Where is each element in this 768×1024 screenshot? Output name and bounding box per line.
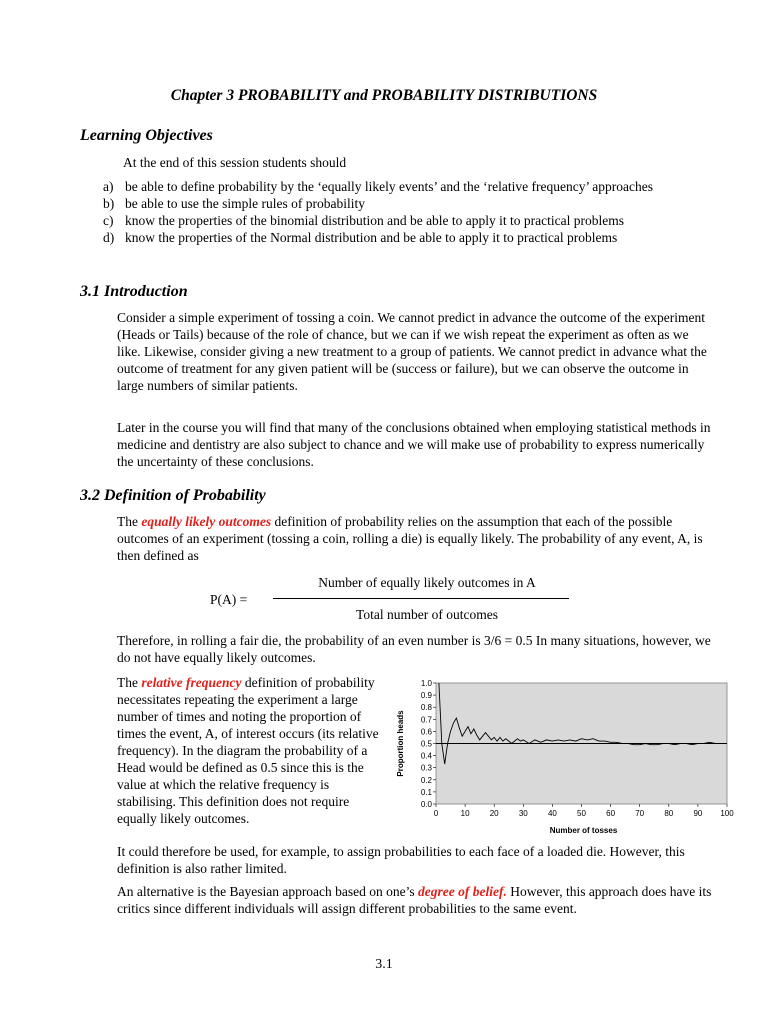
y-tick-label: 0.1: [420, 787, 432, 797]
y-tick-label: 0.5: [420, 739, 432, 749]
definition-heading: 3.2 Definition of Probability: [80, 487, 266, 504]
x-tick-label: 30: [518, 809, 528, 818]
definition-paragraph-2: Therefore, in rolling a fair die, the probability of an even number is 3/6 = 0.5 In many situations, however, we do not have equally likely outcomes.: [117, 633, 711, 665]
x-axis-label: Number of tosses: [549, 826, 618, 835]
x-tick-label: 10: [460, 809, 470, 818]
y-tick-label: 0.0: [420, 800, 432, 809]
x-tick-label: 0: [433, 809, 439, 818]
text-run: An alternative is the Bayesian approach based on one’s: [117, 884, 419, 899]
objective-text: be able to define probability by the ‘equally likely events’ and the ‘relative frequency’ approaches: [125, 179, 654, 194]
fraction-bar: [273, 598, 569, 599]
objective-item: [103, 178, 723, 195]
relative-frequency-term: relative frequency: [141, 675, 242, 690]
objective-text: know the properties of the Normal distribution and be able to apply it to practical problems: [125, 230, 618, 245]
introduction-heading: 3.1 Introduction: [80, 283, 188, 300]
formula-numerator: Number of equally likely outcomes in A: [318, 575, 536, 590]
x-tick-label: 60: [606, 809, 616, 818]
definition-paragraph-4: [117, 883, 713, 917]
y-tick-label: 0.9: [420, 691, 432, 701]
text-run: However, this approach does have its critics since different individuals will assign different probabilities to the same event.: [117, 884, 712, 916]
relative-frequency-chart: [390, 672, 740, 840]
objective-letter: d): [103, 230, 115, 245]
y-axis-label: Proportion heads: [396, 710, 405, 777]
x-tick-label: 50: [577, 809, 586, 818]
text-run: The: [117, 514, 142, 529]
objective-text: know the properties of the binomial distribution and be able to apply it to practical problems: [125, 213, 625, 228]
degree-of-belief-term: degree of belief.: [418, 884, 507, 899]
y-tick-label: 1.0: [420, 679, 432, 688]
page-number: 3.1: [375, 957, 393, 972]
objective-letter: a): [103, 179, 114, 194]
relative-frequency-paragraph: [117, 674, 382, 827]
y-tick-label: 0.2: [420, 775, 432, 785]
x-tick-label: 20: [489, 809, 499, 818]
text-run: definition of probability relies on the assumption that each of the possible outcomes of an experiment (tossing a coin, rolling a die) is equally likely. The probability of any event, A, is then defined as: [117, 514, 703, 563]
objectives-list: [103, 178, 723, 246]
y-tick-label: 0.3: [420, 763, 432, 773]
x-tick-label: 70: [635, 809, 645, 818]
objective-item: [103, 212, 723, 229]
objective-letter: b): [103, 196, 115, 211]
learning-objectives-heading: Learning Objectives: [80, 127, 213, 144]
x-tick-label: 80: [664, 809, 674, 818]
y-tick-label: 0.7: [420, 715, 432, 725]
x-tick-label: 40: [547, 809, 557, 818]
formula-denominator: Total number of outcomes: [356, 607, 498, 622]
objective-letter: c): [103, 213, 114, 228]
text-run: The: [117, 675, 142, 690]
x-tick-label: 100: [720, 809, 734, 818]
objective-text: be able to use the simple rules of probability: [125, 196, 365, 211]
objective-item: [103, 229, 723, 246]
definition-paragraph-1: [117, 513, 713, 564]
chapter-title: Chapter 3 PROBABILITY and PROBABILITY DISTRIBUTIONS: [170, 87, 598, 104]
y-tick-label: 0.4: [420, 751, 432, 761]
objective-item: [103, 195, 723, 212]
y-tick-label: 0.8: [420, 703, 432, 713]
definition-paragraph-3: It could therefore be used, for example, to assign probabilities to each face of a loaded die. However, this definition is also rather limited.: [117, 844, 685, 876]
y-tick-label: 0.6: [420, 727, 432, 737]
text-run: definition of probability necessitates repeating the experiment a large number of times and noting the proportion of times the event, A, of interest occurs (its relative frequency). In the diagram the probability of a Head would be defined as 0.5 since this is the value at which the relative frequency is stabilising. This definition does not require equally likely outcomes.: [117, 675, 379, 826]
objectives-intro: At the end of this session students should: [123, 155, 347, 170]
formula-lhs: P(A) =: [210, 592, 248, 607]
introduction-paragraph-1: Consider a simple experiment of tossing a coin. We cannot predict in advance the outcome of the experiment (Heads or Tails) because of the role of chance, but we can if we wish repeat the experiment as often as we like. Likewise, consider giving a new treatment to a group of patients. We cannot predict in advance what the outcome of treatment for any given patient will be (success or failure), but we can observe the outcome in large numbers of similar patients.: [117, 310, 707, 393]
equally-likely-term: equally likely outcomes: [141, 514, 272, 529]
x-tick-label: 90: [693, 809, 703, 818]
introduction-paragraph-2: Later in the course you will find that many of the conclusions obtained when employing statistical methods in medicine and dentistry are also subject to chance and we will make use of probability to express numerically the uncertainty of these conclusions.: [117, 420, 711, 469]
